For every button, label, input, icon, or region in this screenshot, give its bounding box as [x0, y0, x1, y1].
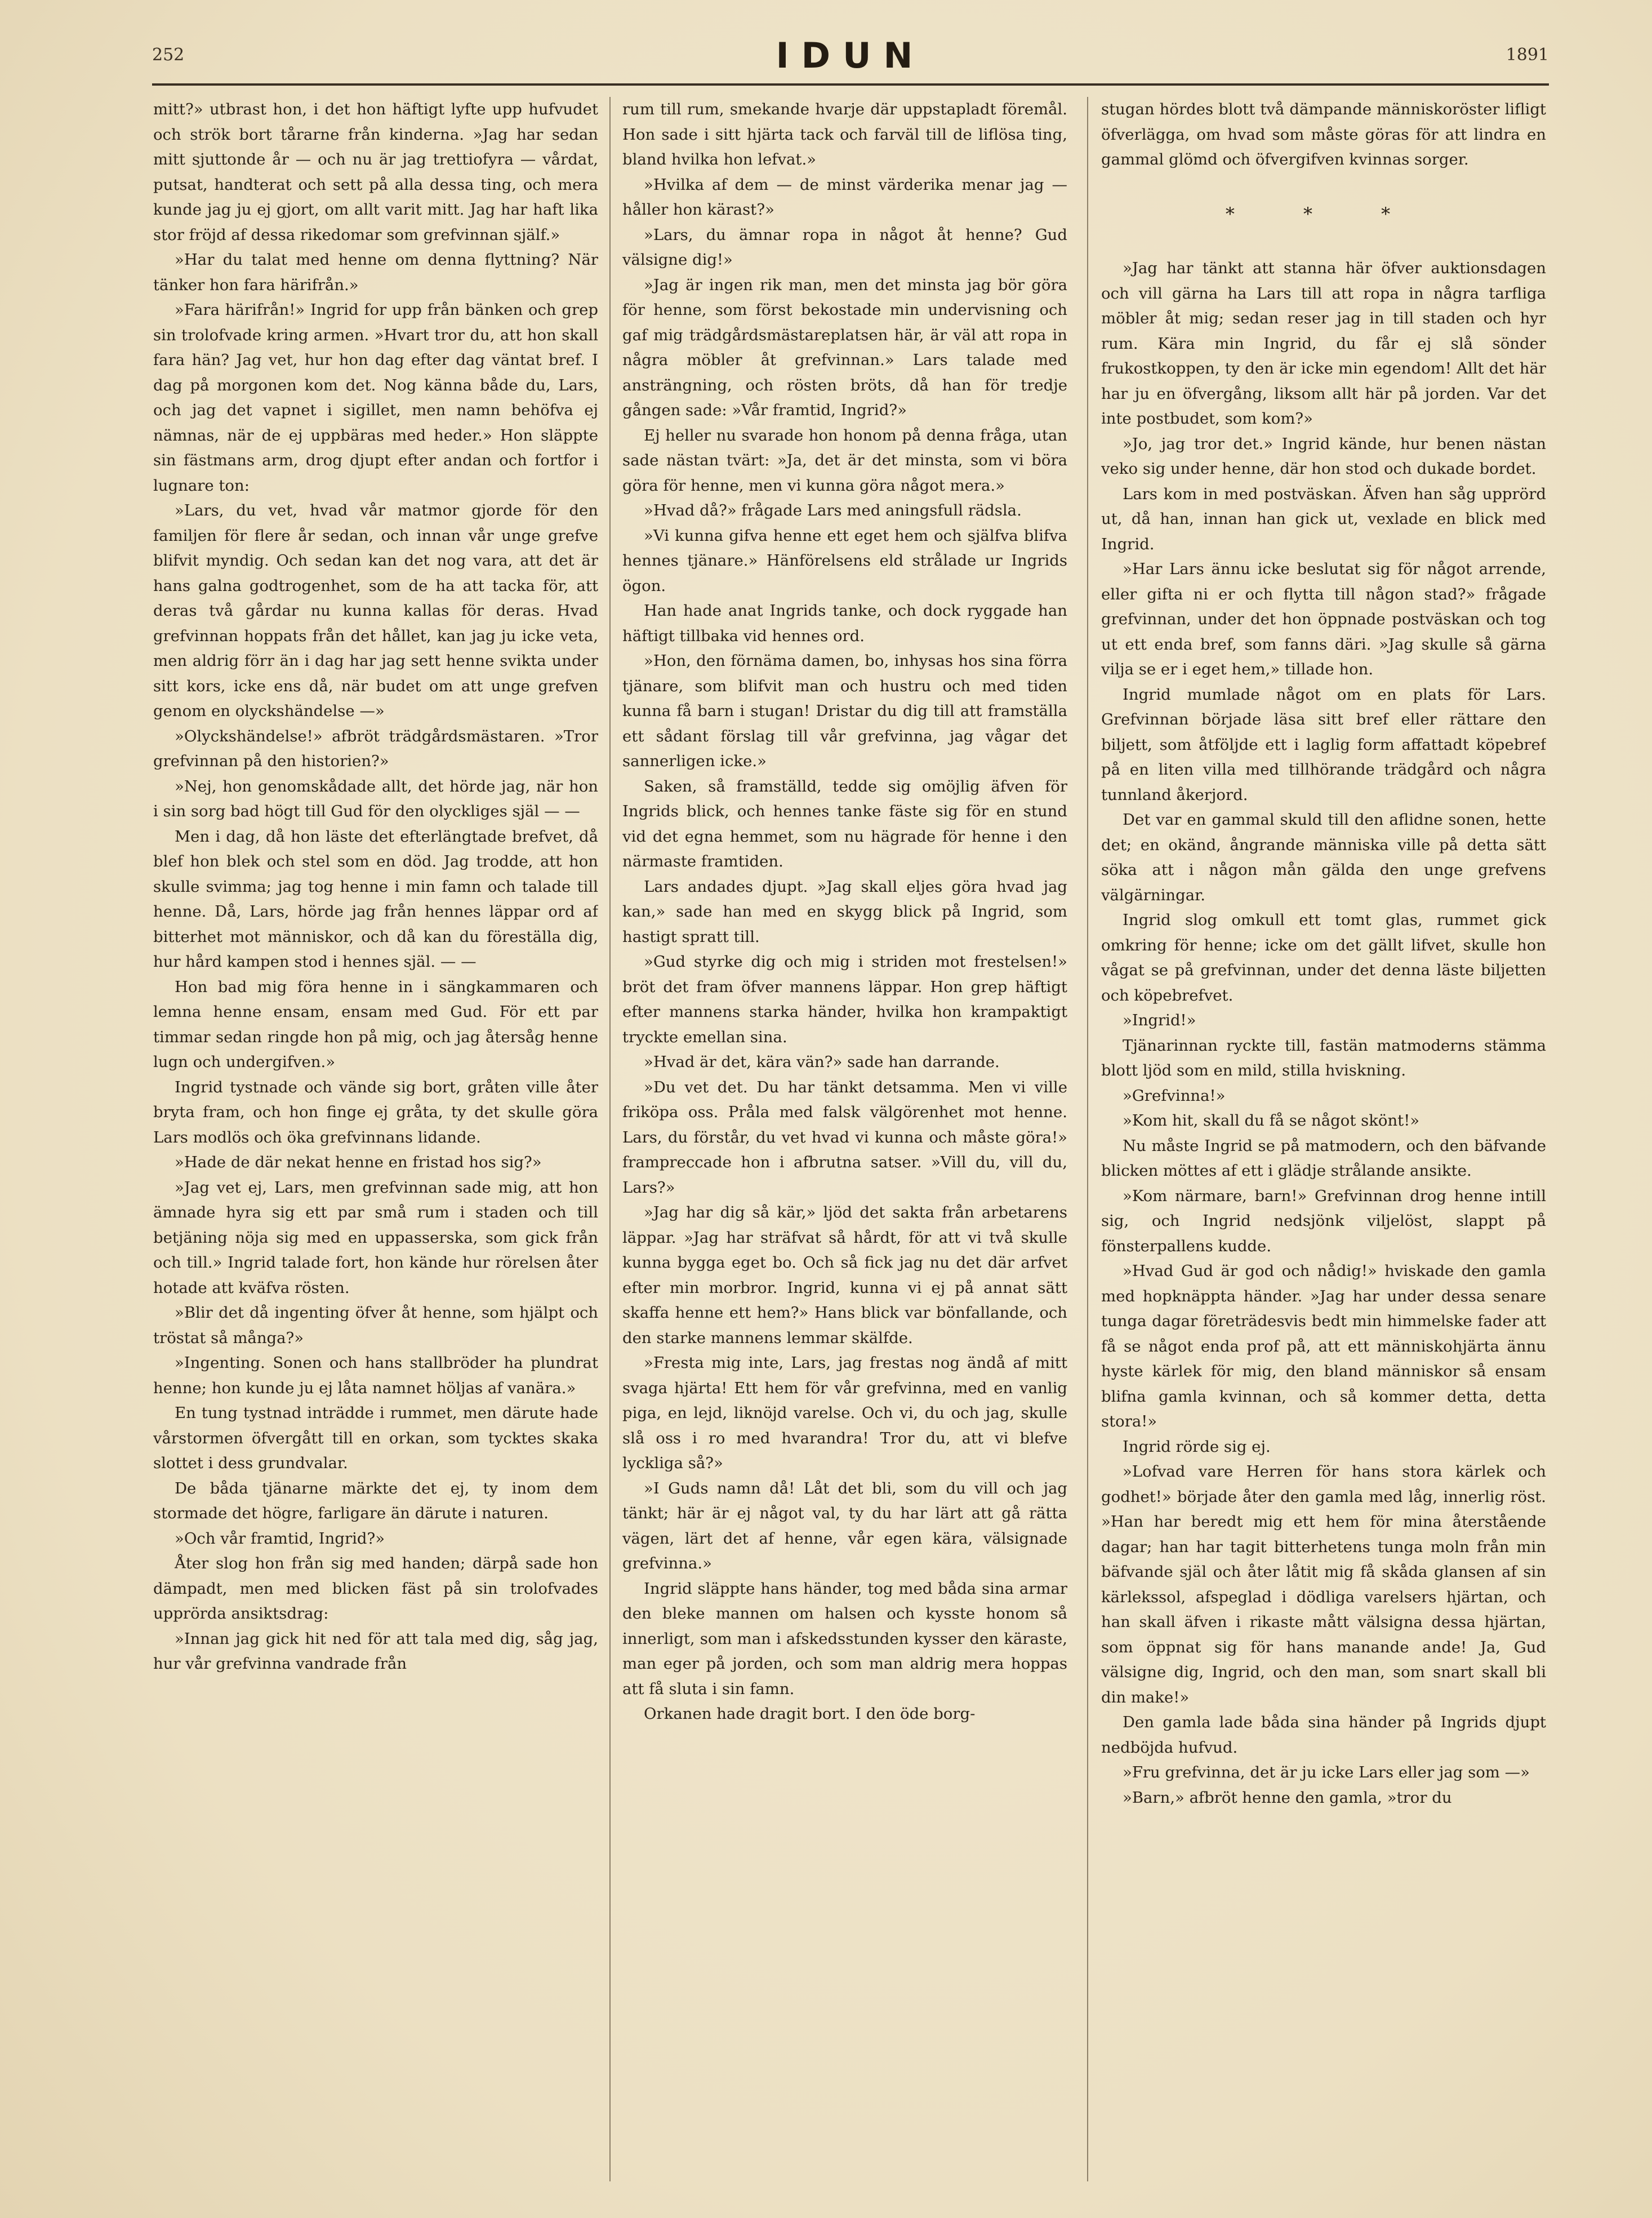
paragraph: Ingrid mumlade något om en plats för Lars. Grefvinnan började läsa sitt bref eller rättare den biljett, som åtföljde ett i laglig form affattadt köpebref på en liten villa med tillhörande trädgård och några tunnland åkerjord. — [1101, 685, 1546, 804]
publication-year: 1891 — [1506, 45, 1549, 65]
paragraph: »Hvad då?» frågade Lars med aningsfull rädsla. — [644, 501, 1022, 519]
paragraph: »Fara härifrån!» Ingrid for upp från bänken och grep sin trolofvade kring armen. »Hvart tror du, att hon skall fara hän? Jag vet, hur hon dag efter dag väntat bref. I dag på morgonen kom det. Nog känna både du, Lars, och jag det vapnet i sigillet, men namn behöfva ej nämnas, när de ej uppbäras med heder.» Hon släppte sin fästmans arm, drog djupt efter andan och fortfor i lugnare ton: — [153, 301, 598, 495]
paragraph: »Har Lars ännu icke beslutat sig för något arrende, eller gifta ni er och flytta till någon stad?» frågade grefvinnan, under det hon öppnade postväskan och tog ut ett enda bref, som fanns däri. »Jag skulle så gärna vilja se er i eget hem,» tillade hon. — [1101, 560, 1546, 678]
header-rule — [152, 83, 1549, 86]
paragraph: rum till rum, smekande hvarje där uppstapladt föremål. Hon sade i sitt hjärta tack och farväl till de liflösa ting, bland hvilka hon lefvat.» — [622, 100, 1067, 168]
paragraph: »Jo, jag tror det.» Ingrid kände, hur benen nästan veko sig under henne, där hon stod och dukade bordet. — [1101, 434, 1546, 478]
paragraph: Det var en gammal skuld till den aflidne sonen, hette det; en okänd, ångrande människa ville på detta sätt söka att i någon mån gälda den unge grefvens välgärningar. — [1101, 811, 1546, 904]
paragraph: »Barn,» afbröt henne den gamla, »tror du — [1123, 1788, 1452, 1807]
paragraph: »Nej, hon genomskådade allt, det hörde jag, när hon i sin sorg bad högt till Gud för den olyckliges själ — — — [153, 777, 598, 820]
paragraph: mitt?» utbrast hon, i det hon häftigt lyfte upp hufvudet och strök bort tårarne från kinderna. »Jag har sedan mitt sjuttonde år — och nu är jag trettiofyra — vårdat, putsat, handterat och sett på alla dessa ting, och mera kunde jag ju ej gjort, om allt varit mitt. Jag har haft lika stor fröjd af dessa rikedomar som grefvinnan själf.» — [153, 100, 598, 244]
paragraph: Saken, så framställd, tedde sig omöjlig äfven för Ingrids blick, och hennes tanke fäste sig för en stund vid det egna hemmet, som nu hägrade för henne i den närmaste framtiden. — [622, 777, 1067, 870]
column-divider — [1087, 97, 1088, 2181]
text-column-2 — [622, 97, 1067, 2193]
text-column-1 — [153, 97, 598, 2193]
paragraph: »I Guds namn då! Låt det bli, som du vill och jag tänkt; här är ej något val, ty du har lärt att gå rätta vägen, lärt det af henne, vår egen kära, välsignade grefvinna.» — [622, 1479, 1067, 1572]
paragraph: »Grefvinna!» — [1123, 1086, 1226, 1105]
paragraph: »Hvad Gud är god och nådig!» hviskade den gamla med hopknäppta händer. »Jag har under dessa senare tunga dagar företrädesvis bedt min himmelske fader att få se något enda prof på, att ett människohjärta ännu hyste kärlek för mig, den bland människor så ensam blifna gamla kvinnan, och så kommer detta, detta stora!» — [1101, 1262, 1546, 1430]
paragraph: Han hade anat Ingrids tanke, och dock ryggade han häftigt tillbaka vid hennes ord. — [622, 602, 1067, 645]
paragraph: »Hvilka af dem — de minst värderika menar jag — håller hon kärast?» — [622, 175, 1067, 219]
paragraph: Ej heller nu svarade hon honom på denna fråga, utan sade nästan tvärt: »Ja, det är det minsta, som vi böra göra för henne, men vi kunna göra något mera.» — [622, 426, 1067, 495]
paragraph: De båda tjänarne märkte det ej, ty inom dem stormade det högre, farligare än därute i naturen. — [153, 1479, 598, 1522]
paragraph: »Jag har tänkt att stanna här öfver auktionsdagen och vill gärna ha Lars till att ropa in några tarfliga möbler åt mig; sedan reser jag in till staden och hyr rum. Kära min Ingrid, du får ej slå sönder frukostkoppen, ty den är icke min egendom! Allt det här har ju en öfvergång, liksom allt här på jorden. Var det inte postbudet, som kom?» — [1101, 259, 1546, 428]
paragraph: Lars andades djupt. »Jag skall eljes göra hvad jag kan,» sade han med en skygg blick på Ingrid, som hastigt spratt till. — [622, 877, 1067, 946]
paragraph: »Lofvad vare Herren för hans stora kärlek och godhet!» började åter den gamla med låg, innerlig röst. »Han har beredt mig ett hem för mina återstående dagar; han har tagit bitterhetens tunga moln från min bäfvande själ och åter låtit mig få skåda glansen af sin kärlekssol, afspeglad i dödliga varelsers hjärtan, och han skall äfven i rikaste mått välsigna dessa hjärtan, som öppnat sig för hans manande ande! Ja, Gud välsigne dig, Ingrid, och den man, som snart skall bli din make!» — [1101, 1463, 1546, 1706]
paragraph: »Fresta mig inte, Lars, jag frestas nog ändå af mitt svaga hjärta! Ett hem för vår grefvinna, med en vanlig piga, en lejd, liknöjd varelse. Och vi, du och jag, skulle slå oss i ro med hvarandra! Tror du, att vi blefve lyckliga så?» — [622, 1354, 1067, 1472]
paragraph: »Jag vet ej, Lars, men grefvinnan sade mig, att hon ämnade hyra sig ett par små rum i staden och till betjäning nöja sig med en uppasserska, som gick från och till.» Ingrid talade fort, hon kände hur rörelsen åter hotade att kväfva rösten. — [153, 1178, 598, 1297]
paragraph: »Gud styrke dig och mig i striden mot frestelsen!» bröt det fram öfver mannens läppar. Hon grep häftigt efter mannens starka händer, hvilka hon krampaktigt tryckte emellan sina. — [622, 953, 1067, 1046]
paragraph: »Jag har dig så kär,» ljöd det sakta från arbetarens läppar. »Jag har sträfvat så hårdt, för att vi två skulle kunna bygga eget bo. Och så fick jag nu det där arfvet efter min morbror. Ingrid, kunna vi ej på annat sätt skaffa henne ett hem?» Hans blick var bönfallande, och den starke mannens lemmar skälfde. — [622, 1203, 1067, 1347]
page-number: 252 — [152, 45, 185, 65]
paragraph: »Du vet det. Du har tänkt detsamma. Men vi ville friköpa oss. Pråla med falsk välgörenhet mot henne. Lars, du förstår, du vet hvad vi kunna och måste göra!» framprессade hon i afbrutna satser. »Vill du, vill du, Lars?» — [622, 1078, 1067, 1197]
paragraph: »Ingenting. Sonen och hans stallbröder ha plundrat henne; hon kunde ju ej låta namnet höljas af vanära.» — [153, 1354, 598, 1397]
paragraph: »Hon, den förnäma damen, bo, inhysas hos sina förra tjänare, som blifvit man och hustru och med tiden kunna få barn i stugan! Dristar du dig till att framställa ett sådant förslag till vår grefvinna, jag vågar det sannerligen icke.» — [622, 652, 1067, 770]
paragraph: »Jag är ingen rik man, men det minsta jag bör göra för henne, som först bekostade min undervisning och gaf mig trädgårdsmästareplatsen här, är väl att ropa in några möbler åt grefvinnan.» Lars talade med ansträngning, och rösten bröts, då han för tredje gången sade: »Vår framtid, Ingrid?» — [622, 275, 1067, 419]
paragraph: »Kom hit, skall du få se något skönt!» — [1123, 1112, 1420, 1130]
paragraph: »Olyckshändelse!» afbröt trädgårdsmästaren. »Tror grefvinnan på den historien?» — [153, 727, 598, 770]
paragraph: »Ingrid!» — [1123, 1011, 1196, 1029]
paragraph: Hon bad mig föra henne in i sängkammaren och lemna henne ensam, ensam med Gud. För ett par timmar sedan ringde hon på mig, och jag återsåg henne lugn och undergifven.» — [153, 977, 598, 1071]
paragraph: stugan hördes blott två dämpande människoröster lifligt öfverlägga, om hvad som måste göras för att lindra en gammal glömd och öfvergifven kvinnas sorger. — [1101, 100, 1546, 168]
paragraph: »Innan jag gick hit ned för att tala med dig, såg jag, hur vår grefvinna vandrade från — [153, 1629, 598, 1673]
column-divider — [609, 97, 611, 2181]
section-break: * * * — [1225, 203, 1422, 225]
paragraph: Men i dag, då hon läste det efterlängtade brefvet, då blef hon blek och stel som en död. Jag trodde, att hon skulle svimma; jag tog henne i min famn och talade till henne. Då, Lars, hörde jag från hennes läppar ord af bitterhet mot människor, och då kan du föreställa dig, hur hård kampen stod i hennes själ. — — — [153, 827, 598, 971]
paragraph: Åter slog hon från sig med handen; därpå sade hon dämpadt, men med blicken fäst på sin trolofvades upprörda ansiktsdrag: — [153, 1554, 598, 1623]
paragraph: Tjänarinnan ryckte till, fastän matmoderns stämma blott ljöd som en mild, stilla hviskning. — [1101, 1036, 1546, 1079]
page-header — [152, 35, 1549, 80]
paragraph: Ingrid rörde sig ej. — [1123, 1437, 1271, 1456]
paragraph: »Hvad är det, kära vän?» sade han darrande. — [644, 1053, 1000, 1071]
paragraph: Ingrid slog omkull ett tomt glas, rummet gick omkring för henne; icke om det gällt lifvet, skulle hon vågat se på grefvinnan, under det denna läste biljetten och köpebrefvet. — [1101, 911, 1546, 1004]
paragraph: Lars kom in med postväskan. Äfven han såg upprörd ut, då han, innan han gick ut, vexlade en blick med Ingrid. — [1101, 485, 1546, 553]
paragraph: »Och vår framtid, Ingrid?» — [175, 1529, 385, 1548]
paragraph: Den gamla lade båda sina händer på Ingrids djupt nedböjda hufvud. — [1101, 1713, 1546, 1757]
paragraph: »Kom närmare, barn!» Grefvinnan drog henne intill sig, och Ingrid nedsjönk viljelöst, slappt på fönsterpallens kudde. — [1101, 1186, 1546, 1255]
paragraph: »Har du talat med henne om denna flyttning? När tänker hon fara härifrån.» — [153, 251, 598, 294]
paragraph: En tung tystnad inträdde i rummet, men därute hade vårstormen öfvergått till en orkan, som tycktes skaka slottet i dess grundvalar. — [153, 1404, 598, 1472]
paragraph: »Lars, du vet, hvad vår matmor gjorde för den familjen för flere år sedan, och innan vår unge grefve blifvit myndig. Och sedan kan det nog vara, att det är hans galna godtrogenhet, som de ha att tacka för, att deras två gårdar nu kunna kallas för deras. Hvad grefvinnan hoppats från det hållet, kan jag ju icke veta, men aldrig förr än i dag har jag sett henne svikta under sitt kors, icke ens då, när budet om att unge grefven genom en olyckshändelse —» — [153, 501, 598, 720]
masthead-title: IDUN — [776, 35, 925, 76]
text-column-3 — [1101, 97, 1546, 2193]
paragraph: Ingrid tystnade och vände sig bort, gråten ville åter bryta fram, och hon finge ej gråta, ty det skulle göra Lars modlös och öka grefvinnans lidande. — [153, 1078, 598, 1146]
paragraph: Nu måste Ingrid se på matmodern, och den bäfvande blicken möttes af ett i glädje strålande ansikte. — [1101, 1136, 1546, 1180]
paragraph: Ingrid släppte hans händer, tog med båda sina armar den bleke mannen om halsen och kysste honom så innerligt, som man i afskedsstunden kysser den käraste, man eger på jorden, och som man aldrig mera hoppas att få sluta i sin famn. — [622, 1579, 1067, 1698]
paragraph: »Blir det då ingenting öfver åt henne, som hjälpt och tröstat så många?» — [153, 1304, 598, 1347]
paragraph: »Vi kunna gifva henne ett eget hem och själfva blifva hennes tjänare.» Hänförelsens eld strålade ur Ingrids ögon. — [622, 526, 1067, 595]
paragraph: »Fru grefvinna, det är ju icke Lars eller jag som —» — [1123, 1763, 1530, 1781]
paragraph: »Hade de där nekat henne en fristad hos sig?» — [175, 1153, 542, 1171]
paragraph: Orkanen hade dragit bort. I den öde borg- — [644, 1705, 976, 1723]
paragraph: »Lars, du ämnar ropa in något åt henne? Gud välsigne dig!» — [622, 225, 1067, 269]
